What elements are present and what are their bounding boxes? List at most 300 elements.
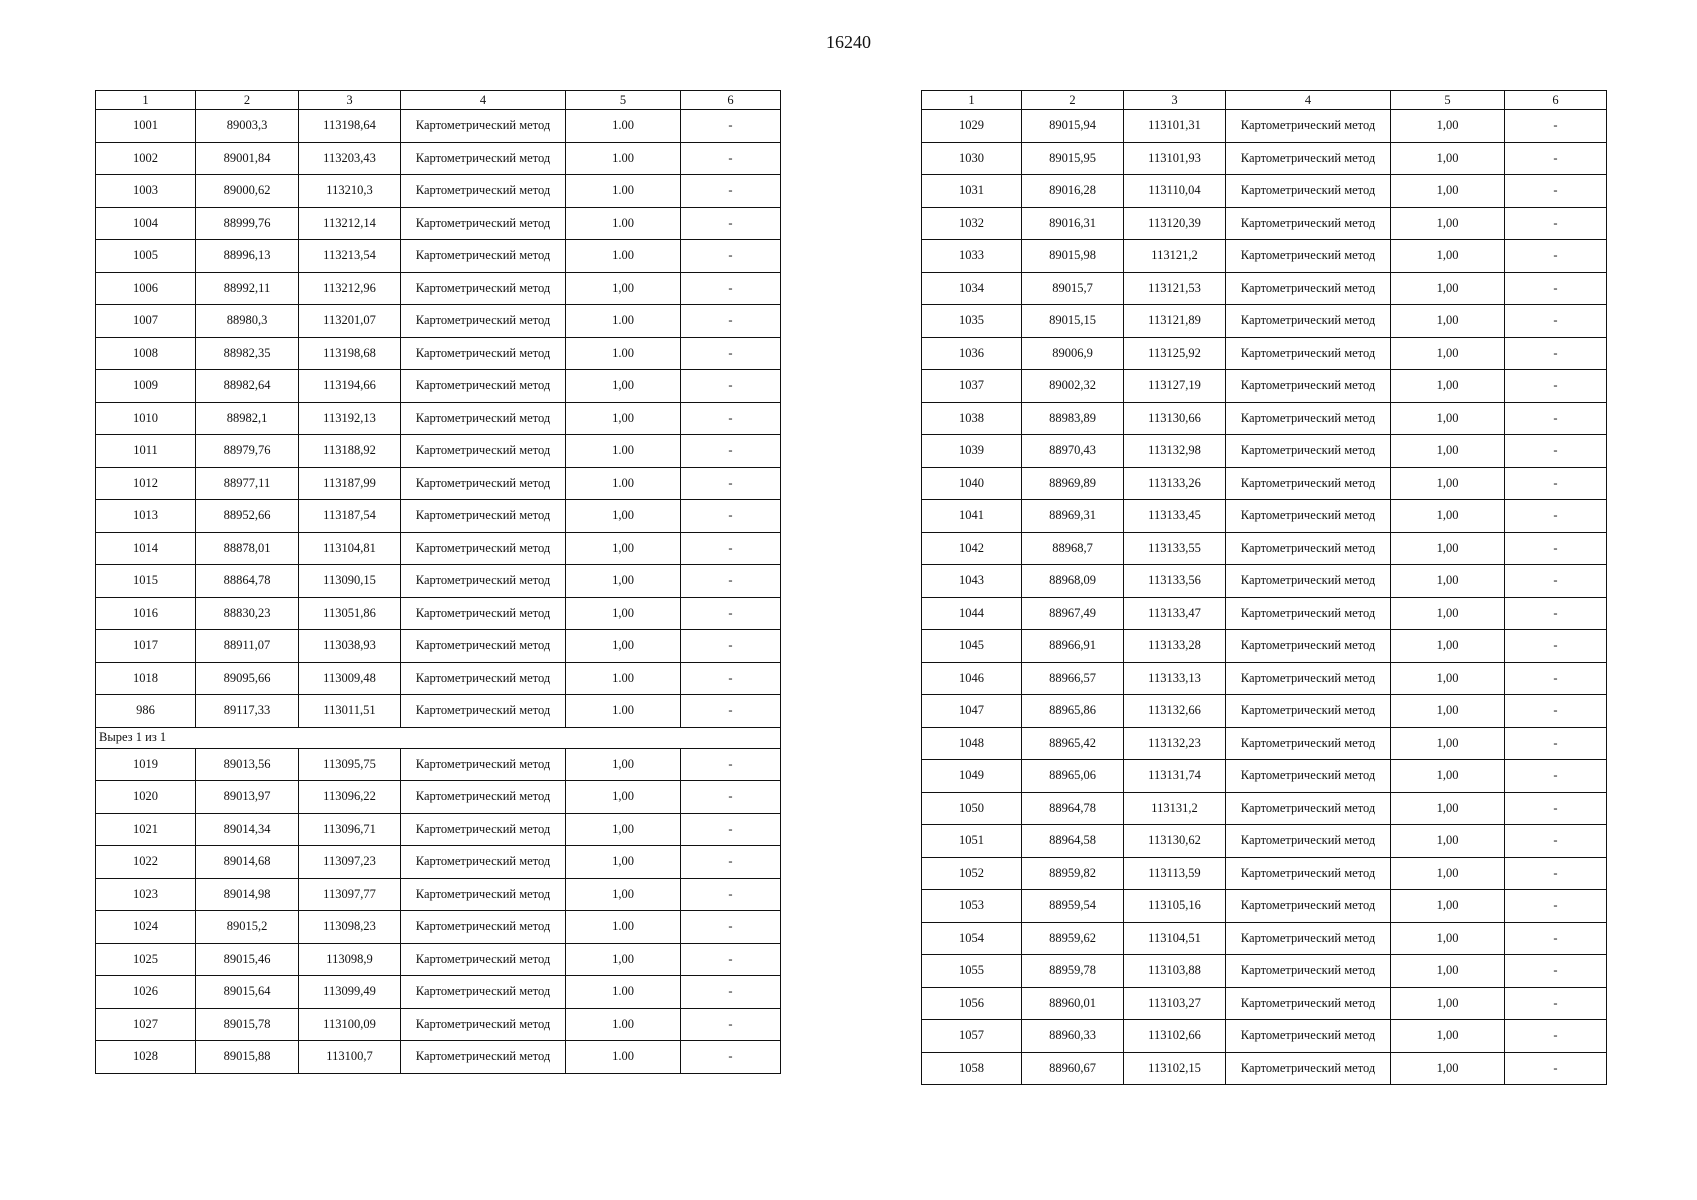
- method-cell: Картометрический метод: [1226, 110, 1391, 143]
- table-row: [922, 597, 1607, 630]
- x-coordinate-cell: 89015,46: [196, 943, 299, 976]
- description-cell: -: [681, 976, 781, 1009]
- accuracy-cell: 1,00: [1391, 857, 1505, 890]
- point-number-cell: 1032: [922, 207, 1022, 240]
- table-row: [922, 825, 1607, 858]
- description-cell: -: [1505, 987, 1607, 1020]
- y-coordinate-cell: 113121,89: [1124, 305, 1226, 338]
- accuracy-cell: 1.00: [566, 207, 681, 240]
- method-cell: Картометрический метод: [1226, 792, 1391, 825]
- method-cell: Картометрический метод: [401, 305, 566, 338]
- method-cell: Картометрический метод: [1226, 402, 1391, 435]
- y-coordinate-cell: 113132,66: [1124, 695, 1226, 728]
- table-row: [96, 110, 781, 143]
- y-coordinate-cell: 113099,49: [299, 976, 401, 1009]
- accuracy-cell: 1.00: [566, 662, 681, 695]
- description-cell: -: [1505, 727, 1607, 760]
- x-coordinate-cell: 88960,33: [1022, 1020, 1124, 1053]
- x-coordinate-cell: 89003,3: [196, 110, 299, 143]
- description-cell: -: [1505, 695, 1607, 728]
- section-row: [96, 727, 781, 748]
- x-coordinate-cell: 89015,78: [196, 1008, 299, 1041]
- y-coordinate-cell: 113127,19: [1124, 370, 1226, 403]
- column-header-3: 3: [299, 91, 401, 110]
- table-row: [922, 1052, 1607, 1085]
- point-number-cell: 1001: [96, 110, 196, 143]
- y-coordinate-cell: 113095,75: [299, 748, 401, 781]
- method-cell: Картометрический метод: [401, 748, 566, 781]
- x-coordinate-cell: 88970,43: [1022, 435, 1124, 468]
- x-coordinate-cell: 89015,2: [196, 911, 299, 944]
- description-cell: -: [681, 467, 781, 500]
- y-coordinate-cell: 113194,66: [299, 370, 401, 403]
- accuracy-cell: 1.00: [566, 435, 681, 468]
- accuracy-cell: 1,00: [1391, 760, 1505, 793]
- method-cell: Картометрический метод: [401, 630, 566, 663]
- point-number-cell: 1033: [922, 240, 1022, 273]
- description-cell: -: [681, 781, 781, 814]
- accuracy-cell: 1.00: [566, 695, 681, 728]
- point-number-cell: 1013: [96, 500, 196, 533]
- accuracy-cell: 1.00: [566, 976, 681, 1009]
- point-number-cell: 1028: [96, 1041, 196, 1074]
- description-cell: -: [681, 597, 781, 630]
- point-number-cell: 1002: [96, 142, 196, 175]
- point-number-cell: 1006: [96, 272, 196, 305]
- point-number-cell: 1039: [922, 435, 1022, 468]
- x-coordinate-cell: 89014,98: [196, 878, 299, 911]
- table-row: [96, 846, 781, 879]
- y-coordinate-cell: 113104,81: [299, 532, 401, 565]
- x-coordinate-cell: 89015,98: [1022, 240, 1124, 273]
- method-cell: Картометрический метод: [1226, 695, 1391, 728]
- method-cell: Картометрический метод: [401, 911, 566, 944]
- table-row: [922, 727, 1607, 760]
- column-header-4: 4: [1226, 91, 1391, 110]
- accuracy-cell: 1,00: [1391, 500, 1505, 533]
- method-cell: Картометрический метод: [1226, 565, 1391, 598]
- y-coordinate-cell: 113121,2: [1124, 240, 1226, 273]
- table-row: [96, 467, 781, 500]
- method-cell: Картометрический метод: [1226, 467, 1391, 500]
- method-cell: Картометрический метод: [401, 240, 566, 273]
- table-row: [96, 630, 781, 663]
- method-cell: Картометрический метод: [1226, 630, 1391, 663]
- point-number-cell: 1025: [96, 943, 196, 976]
- table-row: [96, 662, 781, 695]
- point-number-cell: 1011: [96, 435, 196, 468]
- y-coordinate-cell: 113101,93: [1124, 142, 1226, 175]
- column-header-5: 5: [566, 91, 681, 110]
- x-coordinate-cell: 88965,42: [1022, 727, 1124, 760]
- x-coordinate-cell: 88966,91: [1022, 630, 1124, 663]
- method-cell: Картометрический метод: [1226, 500, 1391, 533]
- table-row: [96, 976, 781, 1009]
- x-coordinate-cell: 89014,68: [196, 846, 299, 879]
- x-coordinate-cell: 88964,78: [1022, 792, 1124, 825]
- accuracy-cell: 1,00: [566, 630, 681, 663]
- point-number-cell: 1021: [96, 813, 196, 846]
- description-cell: -: [1505, 110, 1607, 143]
- description-cell: -: [1505, 760, 1607, 793]
- accuracy-cell: 1,00: [566, 813, 681, 846]
- method-cell: Картометрический метод: [401, 402, 566, 435]
- description-cell: -: [1505, 792, 1607, 825]
- accuracy-cell: 1,00: [1391, 370, 1505, 403]
- accuracy-cell: 1,00: [566, 370, 681, 403]
- section-label: Вырез 1 из 1: [96, 727, 781, 748]
- method-cell: Картометрический метод: [401, 272, 566, 305]
- method-cell: Картометрический метод: [401, 597, 566, 630]
- description-cell: -: [681, 240, 781, 273]
- table-row: [96, 781, 781, 814]
- y-coordinate-cell: 113131,74: [1124, 760, 1226, 793]
- x-coordinate-cell: 88982,1: [196, 402, 299, 435]
- accuracy-cell: 1,00: [1391, 207, 1505, 240]
- x-coordinate-cell: 88969,89: [1022, 467, 1124, 500]
- x-coordinate-cell: 88979,76: [196, 435, 299, 468]
- description-cell: -: [681, 662, 781, 695]
- point-number-cell: 1041: [922, 500, 1022, 533]
- y-coordinate-cell: 113201,07: [299, 305, 401, 338]
- x-coordinate-cell: 89015,88: [196, 1041, 299, 1074]
- column-header-2: 2: [196, 91, 299, 110]
- point-number-cell: 1048: [922, 727, 1022, 760]
- description-cell: -: [1505, 207, 1607, 240]
- y-coordinate-cell: 113097,23: [299, 846, 401, 879]
- table-row: [922, 955, 1607, 988]
- y-coordinate-cell: 113198,64: [299, 110, 401, 143]
- table-row: [96, 943, 781, 976]
- y-coordinate-cell: 113096,71: [299, 813, 401, 846]
- x-coordinate-cell: 89000,62: [196, 175, 299, 208]
- method-cell: Картометрический метод: [1226, 370, 1391, 403]
- accuracy-cell: 1,00: [1391, 402, 1505, 435]
- y-coordinate-cell: 113133,45: [1124, 500, 1226, 533]
- method-cell: Картометрический метод: [1226, 662, 1391, 695]
- y-coordinate-cell: 113101,31: [1124, 110, 1226, 143]
- x-coordinate-cell: 88982,35: [196, 337, 299, 370]
- accuracy-cell: 1.00: [566, 467, 681, 500]
- table-row: [96, 142, 781, 175]
- table-row: [96, 565, 781, 598]
- point-number-cell: 1005: [96, 240, 196, 273]
- description-cell: -: [1505, 435, 1607, 468]
- y-coordinate-cell: 113051,86: [299, 597, 401, 630]
- description-cell: -: [1505, 825, 1607, 858]
- y-coordinate-cell: 113096,22: [299, 781, 401, 814]
- accuracy-cell: 1,00: [566, 781, 681, 814]
- table-row: [96, 337, 781, 370]
- method-cell: Картометрический метод: [401, 565, 566, 598]
- x-coordinate-cell: 89117,33: [196, 695, 299, 728]
- table-row: [922, 305, 1607, 338]
- table-row: [96, 695, 781, 728]
- y-coordinate-cell: 113198,68: [299, 337, 401, 370]
- column-header-5: 5: [1391, 91, 1505, 110]
- point-number-cell: 1038: [922, 402, 1022, 435]
- accuracy-cell: 1,00: [1391, 630, 1505, 663]
- table-row: [922, 922, 1607, 955]
- x-coordinate-cell: 89013,56: [196, 748, 299, 781]
- y-coordinate-cell: 113098,9: [299, 943, 401, 976]
- accuracy-cell: 1.00: [566, 142, 681, 175]
- accuracy-cell: 1,00: [566, 943, 681, 976]
- point-number-cell: 1014: [96, 532, 196, 565]
- method-cell: Картометрический метод: [1226, 890, 1391, 923]
- method-cell: Картометрический метод: [401, 532, 566, 565]
- table-row: [96, 435, 781, 468]
- description-cell: -: [1505, 565, 1607, 598]
- y-coordinate-cell: 113213,54: [299, 240, 401, 273]
- x-coordinate-cell: 88965,06: [1022, 760, 1124, 793]
- accuracy-cell: 1,00: [1391, 955, 1505, 988]
- y-coordinate-cell: 113009,48: [299, 662, 401, 695]
- point-number-cell: 1019: [96, 748, 196, 781]
- x-coordinate-cell: 89015,64: [196, 976, 299, 1009]
- description-cell: -: [1505, 1020, 1607, 1053]
- point-number-cell: 1044: [922, 597, 1022, 630]
- y-coordinate-cell: 113212,96: [299, 272, 401, 305]
- table-row: [922, 207, 1607, 240]
- x-coordinate-cell: 88969,31: [1022, 500, 1124, 533]
- accuracy-cell: 1.00: [566, 240, 681, 273]
- point-number-cell: 1024: [96, 911, 196, 944]
- point-number-cell: 1008: [96, 337, 196, 370]
- table-row: [922, 272, 1607, 305]
- table-row: [922, 987, 1607, 1020]
- point-number-cell: 1029: [922, 110, 1022, 143]
- x-coordinate-cell: 89015,95: [1022, 142, 1124, 175]
- x-coordinate-cell: 88980,3: [196, 305, 299, 338]
- column-header-3: 3: [1124, 91, 1226, 110]
- point-number-cell: 1054: [922, 922, 1022, 955]
- description-cell: -: [681, 911, 781, 944]
- point-number-cell: 1003: [96, 175, 196, 208]
- table-row: [96, 240, 781, 273]
- point-number-cell: 1058: [922, 1052, 1022, 1085]
- method-cell: Картометрический метод: [401, 943, 566, 976]
- method-cell: Картометрический метод: [401, 142, 566, 175]
- x-coordinate-cell: 88968,7: [1022, 532, 1124, 565]
- point-number-cell: 1035: [922, 305, 1022, 338]
- accuracy-cell: 1,00: [566, 565, 681, 598]
- y-coordinate-cell: 113188,92: [299, 435, 401, 468]
- description-cell: -: [1505, 922, 1607, 955]
- method-cell: Картометрический метод: [1226, 727, 1391, 760]
- accuracy-cell: 1,00: [1391, 825, 1505, 858]
- accuracy-cell: 1,00: [1391, 890, 1505, 923]
- description-cell: -: [681, 435, 781, 468]
- description-cell: -: [681, 110, 781, 143]
- accuracy-cell: 1,00: [566, 748, 681, 781]
- y-coordinate-cell: 113187,54: [299, 500, 401, 533]
- method-cell: Картометрический метод: [1226, 240, 1391, 273]
- description-cell: -: [681, 695, 781, 728]
- description-cell: -: [1505, 272, 1607, 305]
- y-coordinate-cell: 113038,93: [299, 630, 401, 663]
- accuracy-cell: 1,00: [1391, 727, 1505, 760]
- table-row: [922, 467, 1607, 500]
- point-number-cell: 1055: [922, 955, 1022, 988]
- table-row: [922, 857, 1607, 890]
- table-row: [922, 142, 1607, 175]
- accuracy-cell: 1.00: [566, 1008, 681, 1041]
- table-row: [96, 532, 781, 565]
- y-coordinate-cell: 113133,55: [1124, 532, 1226, 565]
- table-row: [96, 402, 781, 435]
- column-header-6: 6: [1505, 91, 1607, 110]
- accuracy-cell: 1,00: [1391, 922, 1505, 955]
- y-coordinate-cell: 113131,2: [1124, 792, 1226, 825]
- x-coordinate-cell: 88982,64: [196, 370, 299, 403]
- x-coordinate-cell: 88999,76: [196, 207, 299, 240]
- point-number-cell: 1040: [922, 467, 1022, 500]
- method-cell: Картометрический метод: [1226, 305, 1391, 338]
- point-number-cell: 1015: [96, 565, 196, 598]
- method-cell: Картометрический метод: [401, 435, 566, 468]
- table-row: [96, 305, 781, 338]
- method-cell: Картометрический метод: [401, 500, 566, 533]
- point-number-cell: 1022: [96, 846, 196, 879]
- method-cell: Картометрический метод: [401, 695, 566, 728]
- accuracy-cell: 1,00: [1391, 175, 1505, 208]
- table-row: [922, 175, 1607, 208]
- accuracy-cell: 1,00: [1391, 272, 1505, 305]
- description-cell: -: [681, 532, 781, 565]
- method-cell: Картометрический метод: [1226, 337, 1391, 370]
- table-row: [922, 240, 1607, 273]
- table-row: [922, 565, 1607, 598]
- column-header-1: 1: [922, 91, 1022, 110]
- point-number-cell: 1016: [96, 597, 196, 630]
- method-cell: Картометрический метод: [1226, 435, 1391, 468]
- method-cell: Картометрический метод: [401, 467, 566, 500]
- x-coordinate-cell: 88864,78: [196, 565, 299, 598]
- accuracy-cell: 1,00: [566, 272, 681, 305]
- method-cell: Картометрический метод: [1226, 987, 1391, 1020]
- method-cell: Картометрический метод: [1226, 175, 1391, 208]
- method-cell: Картометрический метод: [401, 1008, 566, 1041]
- column-header-2: 2: [1022, 91, 1124, 110]
- method-cell: Картометрический метод: [1226, 857, 1391, 890]
- accuracy-cell: 1,00: [1391, 532, 1505, 565]
- point-number-cell: 1012: [96, 467, 196, 500]
- x-coordinate-cell: 89095,66: [196, 662, 299, 695]
- x-coordinate-cell: 88965,86: [1022, 695, 1124, 728]
- y-coordinate-cell: 113097,77: [299, 878, 401, 911]
- y-coordinate-cell: 113090,15: [299, 565, 401, 598]
- method-cell: Картометрический метод: [1226, 760, 1391, 793]
- accuracy-cell: 1,00: [566, 402, 681, 435]
- description-cell: -: [681, 142, 781, 175]
- description-cell: -: [681, 1041, 781, 1074]
- point-number-cell: 1023: [96, 878, 196, 911]
- description-cell: -: [681, 748, 781, 781]
- description-cell: -: [1505, 955, 1607, 988]
- y-coordinate-cell: 113098,23: [299, 911, 401, 944]
- description-cell: -: [681, 207, 781, 240]
- accuracy-cell: 1,00: [566, 597, 681, 630]
- description-cell: -: [681, 846, 781, 879]
- method-cell: Картометрический метод: [1226, 207, 1391, 240]
- x-coordinate-cell: 88966,57: [1022, 662, 1124, 695]
- point-number-cell: 1009: [96, 370, 196, 403]
- x-coordinate-cell: 89002,32: [1022, 370, 1124, 403]
- method-cell: Картометрический метод: [1226, 1020, 1391, 1053]
- table-row: [922, 435, 1607, 468]
- description-cell: -: [1505, 662, 1607, 695]
- table-header-row: [922, 91, 1607, 110]
- x-coordinate-cell: 89001,84: [196, 142, 299, 175]
- x-coordinate-cell: 89016,28: [1022, 175, 1124, 208]
- accuracy-cell: 1,00: [1391, 695, 1505, 728]
- accuracy-cell: 1,00: [1391, 435, 1505, 468]
- x-coordinate-cell: 88960,01: [1022, 987, 1124, 1020]
- description-cell: -: [681, 370, 781, 403]
- description-cell: -: [1505, 597, 1607, 630]
- table-row: [96, 597, 781, 630]
- description-cell: -: [681, 878, 781, 911]
- x-coordinate-cell: 88992,11: [196, 272, 299, 305]
- table-row: [922, 890, 1607, 923]
- column-header-4: 4: [401, 91, 566, 110]
- coordinates-table-left: [95, 90, 781, 1074]
- accuracy-cell: 1,00: [1391, 305, 1505, 338]
- y-coordinate-cell: 113210,3: [299, 175, 401, 208]
- description-cell: -: [681, 1008, 781, 1041]
- description-cell: -: [681, 630, 781, 663]
- y-coordinate-cell: 113104,51: [1124, 922, 1226, 955]
- x-coordinate-cell: 88952,66: [196, 500, 299, 533]
- table-row: [96, 1041, 781, 1074]
- y-coordinate-cell: 113133,56: [1124, 565, 1226, 598]
- point-number-cell: 1047: [922, 695, 1022, 728]
- accuracy-cell: 1,00: [566, 846, 681, 879]
- point-number-cell: 1049: [922, 760, 1022, 793]
- point-number-cell: 1046: [922, 662, 1022, 695]
- accuracy-cell: 1.00: [566, 305, 681, 338]
- description-cell: -: [681, 565, 781, 598]
- accuracy-cell: 1.00: [566, 175, 681, 208]
- table-header-row: [96, 91, 781, 110]
- accuracy-cell: 1,00: [566, 500, 681, 533]
- accuracy-cell: 1,00: [1391, 565, 1505, 598]
- description-cell: -: [681, 943, 781, 976]
- y-coordinate-cell: 113187,99: [299, 467, 401, 500]
- method-cell: Картометрический метод: [401, 781, 566, 814]
- method-cell: Картометрический метод: [401, 878, 566, 911]
- point-number-cell: 1007: [96, 305, 196, 338]
- x-coordinate-cell: 88960,67: [1022, 1052, 1124, 1085]
- method-cell: Картометрический метод: [1226, 272, 1391, 305]
- accuracy-cell: 1,00: [1391, 240, 1505, 273]
- accuracy-cell: 1,00: [1391, 110, 1505, 143]
- method-cell: Картометрический метод: [401, 175, 566, 208]
- method-cell: Картометрический метод: [401, 1041, 566, 1074]
- description-cell: -: [681, 500, 781, 533]
- method-cell: Картометрический метод: [1226, 825, 1391, 858]
- y-coordinate-cell: 113121,53: [1124, 272, 1226, 305]
- y-coordinate-cell: 113011,51: [299, 695, 401, 728]
- method-cell: Картометрический метод: [1226, 597, 1391, 630]
- method-cell: Картометрический метод: [1226, 955, 1391, 988]
- y-coordinate-cell: 113100,7: [299, 1041, 401, 1074]
- accuracy-cell: 1,00: [1391, 467, 1505, 500]
- description-cell: -: [681, 272, 781, 305]
- method-cell: Картометрический метод: [1226, 142, 1391, 175]
- method-cell: Картометрический метод: [401, 110, 566, 143]
